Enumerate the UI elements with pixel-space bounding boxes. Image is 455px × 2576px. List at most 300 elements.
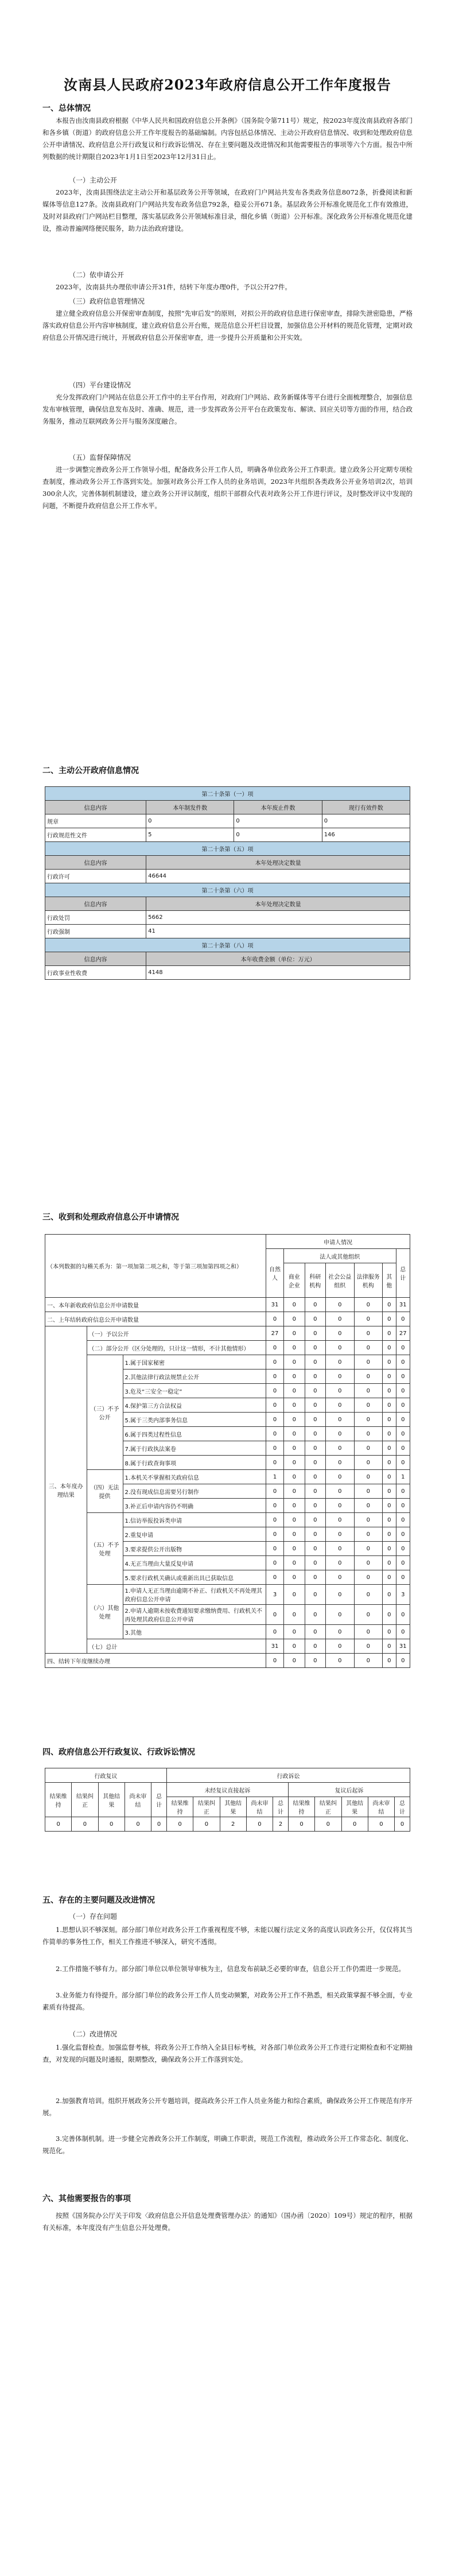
column-header: 结果维持 xyxy=(166,1797,193,1817)
column-header: 其他结果 xyxy=(220,1797,246,1817)
table-cell: 0 xyxy=(383,1370,396,1384)
table-cell: 0 xyxy=(305,1570,326,1585)
column-header: 结果维持 xyxy=(45,1783,72,1817)
table-cell: 0 xyxy=(354,1413,383,1427)
table-cell: 0 xyxy=(396,1527,410,1542)
table-row xyxy=(45,1298,410,1312)
table-row xyxy=(45,1639,410,1654)
column-header: 尚未审结 xyxy=(368,1797,394,1817)
column-header: 商业企业 xyxy=(284,1263,305,1298)
table-row xyxy=(45,1470,410,1484)
table-cell: 行政处罚 xyxy=(45,911,146,925)
table-cell: 3.补正后申请内容仍不明确 xyxy=(123,1499,266,1513)
column-header: 其他 xyxy=(383,1263,396,1298)
table-cell: 0 xyxy=(284,1499,305,1513)
table-cell: 三、本年度办理结果 xyxy=(45,1326,87,1654)
improvements-title: （二）改进情况 xyxy=(69,2030,118,2038)
table-row xyxy=(45,1654,410,1668)
table-cell: 1.信访举报投诉类申请 xyxy=(123,1513,266,1527)
on-request-text: 2023年，汝南县共办理依申请公开31件，结转下年度办理0件，予以公开27件。 xyxy=(56,283,291,291)
table-cell: 0 xyxy=(354,1625,383,1639)
table-cell: 0 xyxy=(326,1370,355,1384)
table-cell: 0 xyxy=(315,1817,341,1832)
table-cell: 0 xyxy=(284,1470,305,1484)
table-row xyxy=(45,1355,410,1370)
table-cell: 0 xyxy=(326,1654,355,1668)
table-cell: 0 xyxy=(305,1625,326,1639)
table-cell: 0 xyxy=(305,1513,326,1527)
active-disclosure-title: （一）主动公开 xyxy=(69,176,118,184)
table-cell: 0 xyxy=(284,1398,305,1413)
column-header: 结果纠正 xyxy=(315,1797,341,1817)
table-cell: 0 xyxy=(383,1326,396,1341)
active-disclosure-table xyxy=(45,786,410,980)
table-row xyxy=(45,1312,410,1326)
column-header: 本年处理决定数量 xyxy=(146,897,410,911)
table-cell: 0 xyxy=(266,1427,284,1441)
table-cell: 0 xyxy=(326,1605,355,1625)
table-cell: 0 xyxy=(98,1817,125,1832)
table-cell: 0 xyxy=(354,1370,383,1384)
table-cell: 0 xyxy=(284,1654,305,1668)
table-cell: 0 xyxy=(396,1456,410,1470)
table-cell: 0 xyxy=(266,1441,284,1456)
table-cell: 0 xyxy=(354,1427,383,1441)
table-cell: 0 xyxy=(305,1456,326,1470)
table-cell: 0 xyxy=(284,1639,305,1654)
column-header: 信息内容 xyxy=(45,952,146,966)
table-cell: 0 xyxy=(284,1527,305,1542)
table-cell: 0 xyxy=(266,1456,284,1470)
table-cell: 0 xyxy=(354,1639,383,1654)
table-cell: 0 xyxy=(266,1341,284,1355)
table-cell: 行政规范性文件 xyxy=(45,828,146,842)
table-cell: 41 xyxy=(146,925,410,938)
table-cell: 0 xyxy=(266,1513,284,1527)
table-cell: 0 xyxy=(396,1654,410,1668)
table-cell: 0 xyxy=(284,1312,305,1326)
table-cell: 0 xyxy=(396,1341,410,1355)
table-cell: 0 xyxy=(396,1312,410,1326)
table-cell: 0 xyxy=(396,1625,410,1639)
table-cell: 0 xyxy=(288,1817,314,1832)
column-header: 本年收费金额（单位：万元） xyxy=(146,952,410,966)
section4-heading: 四、政府信息公开行政复议、行政诉讼情况 xyxy=(42,1748,195,1757)
table-cell: 0 xyxy=(305,1639,326,1654)
table-cell: 0 xyxy=(326,1384,355,1398)
table-cell: 规章 xyxy=(45,814,146,828)
table-cell: 0 xyxy=(396,1370,410,1384)
section2-heading: 二、主动公开政府信息情况 xyxy=(42,766,139,775)
table-cell: 0 xyxy=(284,1427,305,1441)
table-cell: 0 xyxy=(166,1817,193,1832)
table-cell: 8.属于行政查询事项 xyxy=(123,1456,266,1470)
table-row xyxy=(45,925,410,938)
table-cell: 0 xyxy=(383,1625,396,1639)
table-cell: 0 xyxy=(354,1654,383,1668)
table-cell: 0 xyxy=(354,1298,383,1312)
table-cell: 0 xyxy=(305,1312,326,1326)
table-cell: 1.申请人无正当理由逾期不补正、行政机关不再处理其政府信息公开申请 xyxy=(123,1585,266,1605)
table-cell: 0 xyxy=(284,1341,305,1355)
table-cell: 0 xyxy=(326,1456,355,1470)
table-cell: 2 xyxy=(273,1817,289,1832)
table-cell: 4148 xyxy=(146,966,410,980)
platform-title: （四）平台建设情况 xyxy=(69,381,131,389)
supervision-text: 进一步调整完善政务公开工作领导小组，配备政务公开工作人员，明确各单位政务公开工作职责。建立政务公开定期专项检查制度，推动政务公开工作落到实处。加强对政务公开工作人员的业务培训，2023年共组织各类政务公开业务培训2次，培训300余人次，完善体制机制建设，建立政务公开评议制度，组织干部群众代表对政务公开工作进行评议，及时整改评议中发现的问题，不断提升政府信息公开工作水平。 xyxy=(42,465,413,510)
table-cell: 0 xyxy=(326,1413,355,1427)
table-row xyxy=(45,1585,410,1605)
column-header: 尚未审结 xyxy=(125,1783,151,1817)
table-cell: 0 xyxy=(266,1605,284,1625)
table-cell: 0 xyxy=(305,1556,326,1570)
table-cell: 31 xyxy=(396,1639,410,1654)
table-cell: 0 xyxy=(326,1441,355,1456)
table-cell: 27 xyxy=(266,1326,284,1341)
table-cell: 31 xyxy=(266,1298,284,1312)
table-cell: 0 xyxy=(383,1484,396,1499)
table-cell: 行政强制 xyxy=(45,925,146,938)
table-cell: 0 xyxy=(383,1312,396,1326)
table-row xyxy=(45,814,410,828)
table-cell: 0 xyxy=(266,1355,284,1370)
table-row xyxy=(45,1341,410,1355)
table-row xyxy=(45,911,410,925)
table-cell: 0 xyxy=(234,828,322,842)
table-cell: 0 xyxy=(354,1499,383,1513)
table-cell: 0 xyxy=(341,1817,368,1832)
table-cell: 0 xyxy=(305,1341,326,1355)
table-cell: 0 xyxy=(305,1484,326,1499)
applications-table-body xyxy=(45,1298,410,1668)
table-cell: 0 xyxy=(383,1639,396,1654)
table-cell: 0 xyxy=(266,1370,284,1384)
table-cell: 0 xyxy=(396,1513,410,1527)
table-cell: 0 xyxy=(354,1384,383,1398)
table-cell: 0 xyxy=(326,1499,355,1513)
table-cell: 0 xyxy=(266,1542,284,1556)
table-cell: 1.本机关不掌握相关政府信息 xyxy=(123,1470,266,1484)
section6-heading: 六、其他需要报告的事项 xyxy=(42,2194,131,2203)
table-cell: 0 xyxy=(326,1542,355,1556)
table-cell: 0 xyxy=(383,1384,396,1398)
table-cell: 0 xyxy=(354,1355,383,1370)
table-cell: 0 xyxy=(354,1542,383,1556)
table-cell: 4.保护第三方合法权益 xyxy=(123,1398,266,1413)
review-litigation-table xyxy=(45,1768,410,1832)
table-section-header: 第二十条第（八）项 xyxy=(45,938,410,952)
table-cell: 0 xyxy=(284,1556,305,1570)
table-cell: 0 xyxy=(284,1441,305,1456)
section1-heading: 一、总体情况 xyxy=(42,104,91,113)
table-cell: 27 xyxy=(396,1326,410,1341)
table-cell: 4.无正当理由大量反复申请 xyxy=(123,1556,266,1570)
table-cell: 行政许可 xyxy=(45,870,146,883)
column-header: 信息内容 xyxy=(45,801,146,814)
litigation-header: 行政诉讼 xyxy=(166,1768,410,1783)
column-header: 其他结果 xyxy=(341,1797,368,1817)
table-cell: 0 xyxy=(383,1527,396,1542)
table-cell: 2.没有现成信息需要另行制作 xyxy=(123,1484,266,1499)
table-cell: 0 xyxy=(354,1398,383,1413)
column-header: 现行有效件数 xyxy=(322,801,410,814)
table-cell: 0 xyxy=(234,814,322,828)
table-cell: （四）无法提供 xyxy=(87,1470,123,1513)
column-header: 结果纠正 xyxy=(193,1797,220,1817)
table-cell: 3 xyxy=(396,1585,410,1605)
table-cell: 0 xyxy=(266,1384,284,1398)
table-cell: 0 xyxy=(284,1413,305,1427)
table-cell: 0 xyxy=(326,1312,355,1326)
column-header: 本年处理决定数量 xyxy=(146,856,410,870)
column-header: 本年废止件数 xyxy=(234,801,322,814)
table-cell: （二）部分公开（区分处理的，只计这一情形，不计其他情形） xyxy=(87,1341,266,1355)
section6-text: 按照《国务院办公厅关于印发〈政府信息公开信息处理费管理办法〉的通知》（国办函〔2020〕109号）规定的程序，根据有关标准，本年度没有产生信息公开处理费。 xyxy=(42,2212,413,2232)
table-cell: 0 xyxy=(396,1570,410,1585)
table-row xyxy=(45,1513,410,1527)
table-cell: 0 xyxy=(354,1326,383,1341)
table-cell: 0 xyxy=(383,1570,396,1585)
column-header: 结果纠正 xyxy=(72,1783,98,1817)
legal-person-header: 法人或其他组织 xyxy=(284,1249,396,1263)
table-cell: 3.其他 xyxy=(123,1625,266,1639)
table-cell: 0 xyxy=(305,1441,326,1456)
table-cell: 0 xyxy=(284,1542,305,1556)
table-cell: 0 xyxy=(45,1817,72,1832)
table-cell: 0 xyxy=(396,1556,410,1570)
table-cell: 0 xyxy=(326,1326,355,1341)
table-cell: 0 xyxy=(266,1484,284,1499)
section5-heading: 五、存在的主要问题及改进情况 xyxy=(42,1896,155,1905)
table-cell: 0 xyxy=(383,1499,396,1513)
supervision-title: （五）监督保障情况 xyxy=(69,453,131,461)
table-cell: 0 xyxy=(151,1817,167,1832)
table-cell: 0 xyxy=(354,1456,383,1470)
table-cell: 0 xyxy=(396,1355,410,1370)
table-row xyxy=(45,1817,410,1832)
table-cell: 二、上年结转政府信息公开申请数量 xyxy=(45,1312,266,1326)
table-cell: 0 xyxy=(326,1625,355,1639)
table-cell: 0 xyxy=(383,1413,396,1427)
table-cell: 0 xyxy=(383,1654,396,1668)
table-row xyxy=(45,966,410,980)
table-cell: 0 xyxy=(266,1570,284,1585)
table-cell: 0 xyxy=(284,1456,305,1470)
table-cell: 0 xyxy=(383,1542,396,1556)
table-cell: 2.重复申请 xyxy=(123,1527,266,1542)
table-cell: 0 xyxy=(266,1413,284,1427)
table-cell: 0 xyxy=(284,1585,305,1605)
table-cell: 5 xyxy=(146,828,234,842)
table-cell: 0 xyxy=(396,1484,410,1499)
table-cell: （三）不予公开 xyxy=(87,1355,123,1470)
column-header: 社会公益组织 xyxy=(326,1263,355,1298)
table-cell: 0 xyxy=(383,1398,396,1413)
table-cell: 0 xyxy=(326,1556,355,1570)
table-cell: 0 xyxy=(284,1570,305,1585)
table-cell: 0 xyxy=(305,1326,326,1341)
table-cell: 0 xyxy=(396,1427,410,1441)
suit-after-review-header: 复议后起诉 xyxy=(288,1783,410,1797)
table-cell: 0 xyxy=(326,1341,355,1355)
platform-text: 充分发挥政府门户网站在信息公开工作中的主平台作用，对政府门户网站、政务新媒体等平台进行全面梳理整合，加强信息发布审核管理，确保信息发布及时、准确、规范，进一步发挥政务公开平台在政策发布、解读、回应关切等方面的作用，结合政务服务，推动互联网政务公开与服务深度融合。 xyxy=(42,393,413,425)
table-cell: 0 xyxy=(383,1556,396,1570)
table-cell: 行政事业性收费 xyxy=(45,966,146,980)
table-cell: 0 xyxy=(396,1398,410,1413)
table-cell: 0 xyxy=(354,1556,383,1570)
table-cell: 0 xyxy=(326,1298,355,1312)
applications-table xyxy=(45,1234,410,1668)
table-cell: 0 xyxy=(383,1456,396,1470)
column-header: 科研机构 xyxy=(305,1263,326,1298)
table-cell: 1 xyxy=(396,1470,410,1484)
table-cell: 0 xyxy=(396,1441,410,1456)
table-cell: 0 xyxy=(396,1499,410,1513)
table-cell: 0 xyxy=(305,1298,326,1312)
table-cell: 0 xyxy=(305,1585,326,1605)
table-cell: 0 xyxy=(246,1817,273,1832)
table-cell: 0 xyxy=(284,1370,305,1384)
table-cell: 0 xyxy=(383,1470,396,1484)
table-cell: 0 xyxy=(326,1355,355,1370)
table-cell: 0 xyxy=(326,1398,355,1413)
table-cell: 0 xyxy=(396,1384,410,1398)
table-cell: 46644 xyxy=(146,870,410,883)
table-cell: 0 xyxy=(266,1312,284,1326)
table-cell: 3 xyxy=(266,1585,284,1605)
problem-1: 1.思想认识不够深刻。部分部门单位对政务公开工作重视程度不够，未能以履行法定义务的高度认识政务公开，仅仅将其当作简单的事务性工作，相关工作推进不够深入，研究不透彻。 xyxy=(42,1926,413,1946)
table-cell: 5.要求行政机关确认或重新出具已获取信息 xyxy=(123,1570,266,1585)
table-cell: 0 xyxy=(284,1625,305,1639)
table-cell: 0 xyxy=(354,1605,383,1625)
table-cell: 0 xyxy=(383,1585,396,1605)
table-cell: （七）总计 xyxy=(87,1639,266,1654)
column-header: 总计 xyxy=(151,1783,167,1817)
table-cell: 1 xyxy=(266,1470,284,1484)
table-cell: 0 xyxy=(72,1817,98,1832)
table-cell: 0 xyxy=(326,1639,355,1654)
table-section-header: 第二十条第（一）项 xyxy=(45,787,410,801)
table-row xyxy=(45,870,410,883)
table-cell: 0 xyxy=(266,1527,284,1542)
table-cell: 0 xyxy=(383,1355,396,1370)
table-cell: 0 xyxy=(125,1817,151,1832)
table-section-header: 第二十条第（六）项 xyxy=(45,883,410,897)
table-cell: 0 xyxy=(383,1513,396,1527)
section1-intro: 本报告由汝南县政府根据《中华人民共和国政府信息公开条例》（国务院令第711号）规定，按2023年度汝南县政府各部门和各乡镇（街道）的政府信息公开工作年度报告的基础编制。内容包括总体情况、主动公开政府信息情况、收到和处理政府信息公开申请情况、政府信息公开行政复议和行政诉讼情况、存在主要问题及改进情况和其他需要报告的事项等六个方面。报告中所列数据的统计期限自2023年1月1日至2023年12月31日止。 xyxy=(42,117,413,161)
table-cell: 2.申请人逾期未按收费通知要求缴纳费用、行政机关不再处理其政府信息公开申请 xyxy=(123,1605,266,1625)
problem-3: 3.业务能力有待提升。部分部门单位的政务公开工作人员变动频繁，对政务公开工作不熟悉，相关政策掌握不够全面，专业素质有待提高。 xyxy=(42,1991,413,2011)
applicant-header: 申请人情况 xyxy=(266,1235,410,1249)
problems-title: （一）存在问题 xyxy=(69,1912,118,1921)
table-cell: 四、结转下年度继续办理 xyxy=(45,1654,266,1668)
table-cell: 0 xyxy=(266,1499,284,1513)
table-row xyxy=(45,828,410,842)
table-cell: 0 xyxy=(284,1298,305,1312)
table-cell: 0 xyxy=(284,1605,305,1625)
active-disclosure-text: 2023年，汝南县围绕法定主动公开和基层政务公开等领域，在政府门户网站共发布各类政务信息8072条，折叠阅读和新媒体等信息127条。汝南县政府门户网站共发布政务信息792条，稳妥公开671条。基层政务公开标准化规范化工作有效推进，及时对县政府门户网站栏目整理，落实基层政务公开领域标准目录，细化乡镇（街道）公开标准。深化政务公开标准化规范化建设，推动普遍网络便民服务，助力法治政府建设。 xyxy=(42,188,413,232)
table-cell: 0 xyxy=(396,1413,410,1427)
table-cell: 0 xyxy=(305,1527,326,1542)
improvement-1: 1.强化监督检查。加强监督考核，将政务公开工作纳入全县目标考核，对各部门单位政务公开工作进行定期检查和不定期抽查，对发现的问题及时通报，限期整改，确保政务公开工作落到实处。 xyxy=(42,2043,413,2063)
table-cell: 0 xyxy=(326,1427,355,1441)
improvement-3: 3.完善体制机制。进一步健全完善政务公开工作制度，明确工作职责，规范工作流程，推动政务公开工作常态化、制度化、规范化。 xyxy=(42,2135,413,2155)
table-cell: 0 xyxy=(354,1570,383,1585)
column-header: 信息内容 xyxy=(45,856,146,870)
table-cell: 0 xyxy=(266,1398,284,1413)
table-cell: 0 xyxy=(354,1484,383,1499)
info-management-title: （三）政府信息管理情况 xyxy=(69,297,145,305)
table-section-header: 第二十条第（五）项 xyxy=(45,842,410,856)
table-cell: 0 xyxy=(322,814,410,828)
table-cell: 0 xyxy=(305,1427,326,1441)
table-cell: 0 xyxy=(284,1513,305,1527)
table-cell: （五）不予处理 xyxy=(87,1513,123,1585)
column-header: 结果维持 xyxy=(288,1797,314,1817)
table-cell: 3.危及“三安全一稳定” xyxy=(123,1384,266,1398)
table-cell: 2 xyxy=(220,1817,246,1832)
table-cell: 0 xyxy=(146,814,234,828)
table-cell: 146 xyxy=(322,828,410,842)
column-header: 法律服务机构 xyxy=(354,1263,383,1298)
table-cell: 0 xyxy=(284,1484,305,1499)
table-cell: 0 xyxy=(354,1513,383,1527)
table-cell: 0 xyxy=(383,1605,396,1625)
column-header: 其他结果 xyxy=(98,1783,125,1817)
table-cell: 1.属于国家秘密 xyxy=(123,1355,266,1370)
review-header: 行政复议 xyxy=(45,1768,167,1783)
column-header: 信息内容 xyxy=(45,897,146,911)
table-cell: 0 xyxy=(354,1312,383,1326)
improvement-2: 2.加强教育培训。组织开展政务公开专题培训，提高政务公开工作人员业务能力和综合素质，确保政务公开工作规范有序开展。 xyxy=(42,2097,413,2117)
natural-person-header: 自然人 xyxy=(266,1249,284,1298)
column-header: 尚未审结 xyxy=(246,1797,273,1817)
table-cell: 0 xyxy=(326,1484,355,1499)
table-cell: 0 xyxy=(305,1654,326,1668)
table-cell: 0 xyxy=(266,1654,284,1668)
column-header: 总计 xyxy=(395,1797,410,1817)
column-header: 本年制发件数 xyxy=(146,801,234,814)
table-cell: 0 xyxy=(326,1585,355,1605)
table-cell: 0 xyxy=(326,1570,355,1585)
info-management-text: 建立健全政府信息公开保密审查制度，按照“先审后发”的原则，对拟公开的政府信息进行保密审查，排除失泄密隐患，严格落实政府信息公开内容审核制度，建立政府信息公开台账，规范信息公开栏目设置，加强信息公开材料的规范化管理，定期对政府信息公开情况进行统计，开展政府信息公开保密审查，进一步提升公开质量和公开实效。 xyxy=(42,309,413,342)
table-cell: 0 xyxy=(266,1556,284,1570)
table-cell: 5662 xyxy=(146,911,410,925)
column-header: 总计 xyxy=(273,1797,289,1817)
table-row xyxy=(45,1326,410,1341)
table-cell: 0 xyxy=(305,1470,326,1484)
section3-heading: 三、收到和处理政府信息公开申请情况 xyxy=(42,1213,179,1222)
table-cell: 0 xyxy=(383,1341,396,1355)
table-cell: 0 xyxy=(284,1384,305,1398)
table-cell: （六）其他处理 xyxy=(87,1585,123,1639)
table-cell: 0 xyxy=(396,1542,410,1556)
total-header: 总计 xyxy=(396,1249,410,1298)
table-cell: 0 xyxy=(326,1527,355,1542)
table-cell: 0 xyxy=(326,1470,355,1484)
table-cell: 0 xyxy=(395,1817,410,1832)
table-cell: 0 xyxy=(354,1585,383,1605)
table-cell: 0 xyxy=(305,1605,326,1625)
table-cell: 5.属于三类内部事务信息 xyxy=(123,1413,266,1427)
table-cell: 31 xyxy=(396,1298,410,1312)
table-cell: 0 xyxy=(305,1355,326,1370)
table-cell: 6.属于四类过程性信息 xyxy=(123,1427,266,1441)
report-title: 汝南县人民政府2023年政府信息公开工作年度报告 xyxy=(64,76,391,93)
table-cell: 0 xyxy=(266,1625,284,1639)
problem-2: 2.工作措施不够有力。部分部门单位以单位领导审核为主，信息发布前缺乏必要的审查，信息公开工作仍需进一步规范。 xyxy=(56,1965,405,1973)
table-cell: 0 xyxy=(354,1527,383,1542)
